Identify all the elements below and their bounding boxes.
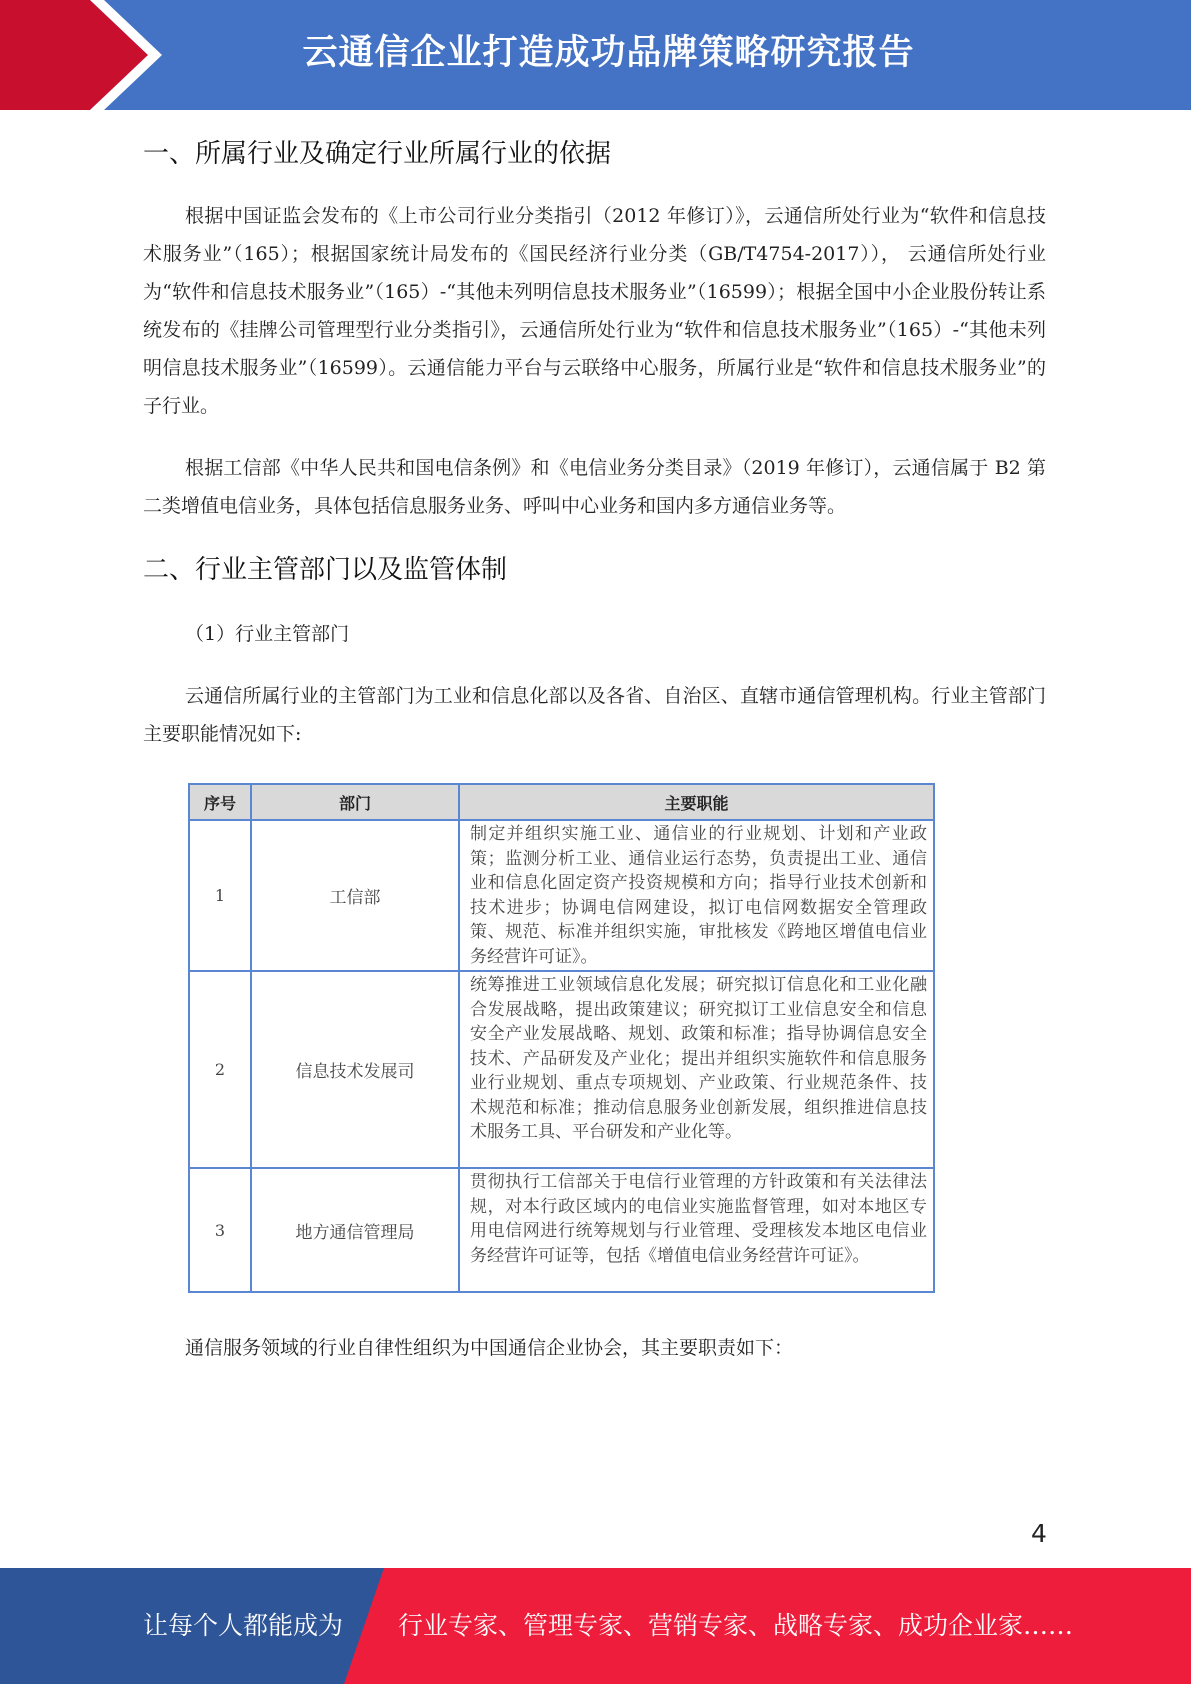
report-title: 云通信企业打造成功品牌策略研究报告 xyxy=(302,33,915,73)
row-department: 信息技术发展司 xyxy=(251,971,459,1168)
paragraph-authority-intro: 云通信所属行业的主管部门为工业和信息化部以及各省、自治区、直辖市通信管理机构。行业主管部门主要职能情况如下: xyxy=(143,685,1046,745)
row-duties: 统筹推进工业领域信息化发展；研究拟订信息化和工业化融合发展战略，提出政策建议；研究拟订工业信息安全和信息安全产业发展战略、规划、政策和标准；指导协调信息安全技术、产品研发及产业化；提出并组织实施软件和信息服务业行业规划、重点专项规划、产业政策、行业规范条件、技术规范和标准；推动信息服务业创新发展，组织推进信息技术服务工具、平台研发和产业化等。 xyxy=(459,971,934,1168)
column-header-number: 序号 xyxy=(189,784,251,820)
page-footer xyxy=(0,1568,1191,1684)
column-header-duties: 主要职能 xyxy=(459,784,934,820)
section-heading-regulation: 二、行业主管部门以及监管体制 xyxy=(143,555,508,585)
row-number: 2 xyxy=(189,971,251,1168)
authority-duties-table xyxy=(188,783,935,1293)
row-department: 工信部 xyxy=(251,820,459,971)
row-number: 1 xyxy=(189,820,251,971)
page-header xyxy=(0,0,1191,110)
table-row xyxy=(189,971,934,1168)
subheading-authority: （1）行业主管部门 xyxy=(185,623,350,645)
row-department: 地方通信管理局 xyxy=(251,1168,459,1292)
row-duties: 贯彻执行工信部关于电信行业管理的方针政策和有关法律法规，对本行政区域内的电信业实施监督管理，如对本地区专用电信网进行统筹规划与行业管理、受理核发本地区电信业务经营许可证等，包括《增值电信业务经营许可证》。 xyxy=(459,1168,934,1292)
paragraph-telecom-category: 根据工信部《中华人民共和国电信条例》和《电信业务分类目录》（2019 年修订），云通信属于 B2 第二类增值电信业务，具体包括信息服务业务、呼叫中心业务和国内多方通信业务等。 xyxy=(143,457,1046,517)
row-number: 3 xyxy=(189,1168,251,1292)
row-duties: 制定并组织实施工业、通信业的行业规划、计划和产业政策；监测分析工业、通信业运行态势，负责提出工业、通信业和信息化固定资产投资规模和方向；指导行业技术创新和技术进步；协调电信网建设，拟订电信网数据安全管理政策、规范、标准并组织实施，审批核发《跨地区增值电信业务经营许可证》。 xyxy=(459,820,934,971)
table-header-row xyxy=(189,784,934,820)
paragraph-industry-classification: 根据中国证监会发布的《上市公司行业分类指引（2012 年修订）》，云通信所处行业为“软件和信息技术服务业”（165）；根据国家统计局发布的《国民经济行业分类（GB/T4754-2017））， 云通信所处行业为“软件和信息技术服务业”（165）-“其他未列明信息技术服务业”（16599）；根据全国中小企业股份转让系统发布的《挂牌公司管理型行业分类指引》，云通信所处行业为“软件和信息技术服务业”（165）-“其他未列明信息技术服务业”（16599）。云通信能力平台与云联络中心服务，所属行业是“软件和信息技术服务业”的子行业。 xyxy=(143,205,1046,417)
table-row xyxy=(189,1168,934,1292)
footer-slogan-right: 行业专家、管理专家、营销专家、战略专家、成功企业家…… xyxy=(398,1611,1074,1640)
column-header-department: 部门 xyxy=(251,784,459,820)
page-number: 4 xyxy=(1031,1519,1047,1548)
footer-slogan-left: 让每个人都能成为 xyxy=(143,1611,344,1640)
paragraph-self-regulatory-org: 通信服务领域的行业自律性组织为中国通信企业协会，其主要职责如下： xyxy=(185,1337,794,1359)
section-heading-industry: 一、所属行业及确定行业所属行业的依据 xyxy=(143,139,612,169)
table-row xyxy=(189,820,934,971)
